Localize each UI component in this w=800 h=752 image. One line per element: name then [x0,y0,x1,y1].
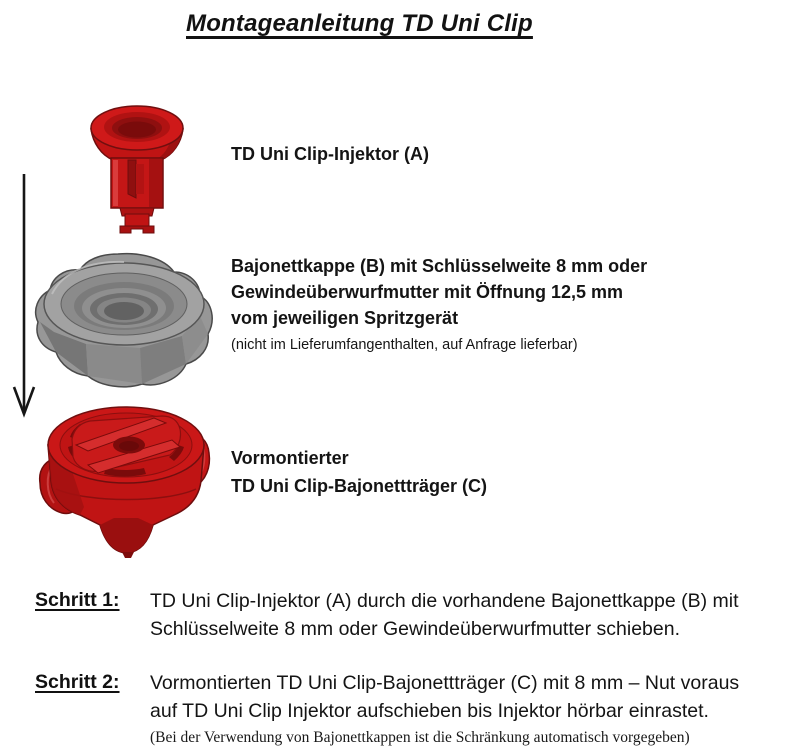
red-injector-illustration [76,102,206,236]
step-2-line-1: Vormontierten TD Uni Clip-Bajonettträger (C) mit 8 mm – Nut voraus [150,672,740,694]
part-a-label: TD Uni Clip-Injektor (A) [231,144,429,164]
part-b-line-1: Bajonettkappe (B) mit Schlüsselweite 8 mm oder [231,256,648,276]
step-2-text [150,669,739,748]
part-b-cap-image [28,246,218,394]
step-1-line-1: TD Uni Clip-Injektor (A) durch die vorhandene Bajonettkappe (B) mit [150,590,739,612]
step-1-label: Schritt 1: [35,589,120,611]
part-b-description [231,253,647,353]
step-2-note: (Bei der Verwendung von Bajonettkappen ist die Schränkung automatisch vorgegeben) [150,729,690,746]
part-b-note: (nicht im Lieferumfangenthalten, auf Anfrage lieferbar) [231,337,578,353]
step-2-label: Schritt 2: [35,671,120,693]
page-title: Montageanleitung TD Uni Clip [186,10,533,37]
part-c-line-2: TD Uni Clip-Bajonettträger (C) [231,475,487,496]
part-b-line-3: vom jeweiligen Spritzgerät [231,308,459,328]
part-c-line-1: Vormontierter [231,448,349,468]
red-bayonet-carrier-illustration [26,397,218,559]
gray-bayonet-cap-illustration [28,246,218,394]
part-c-label [231,445,487,500]
step-1-text [150,587,739,643]
part-a-injector-image [76,102,206,236]
step-2-line-2: auf TD Uni Clip Injektor aufschieben bis Injektor hörbar einrastet. [150,700,709,722]
step-1-line-2: Schlüsselweite 8 mm oder Gewindeüberwurfmutter schieben. [150,618,680,640]
part-c-carrier-image [26,397,218,559]
part-b-line-2: Gewindeüberwurfmutter mit Öffnung 12,5 mm [231,282,624,302]
